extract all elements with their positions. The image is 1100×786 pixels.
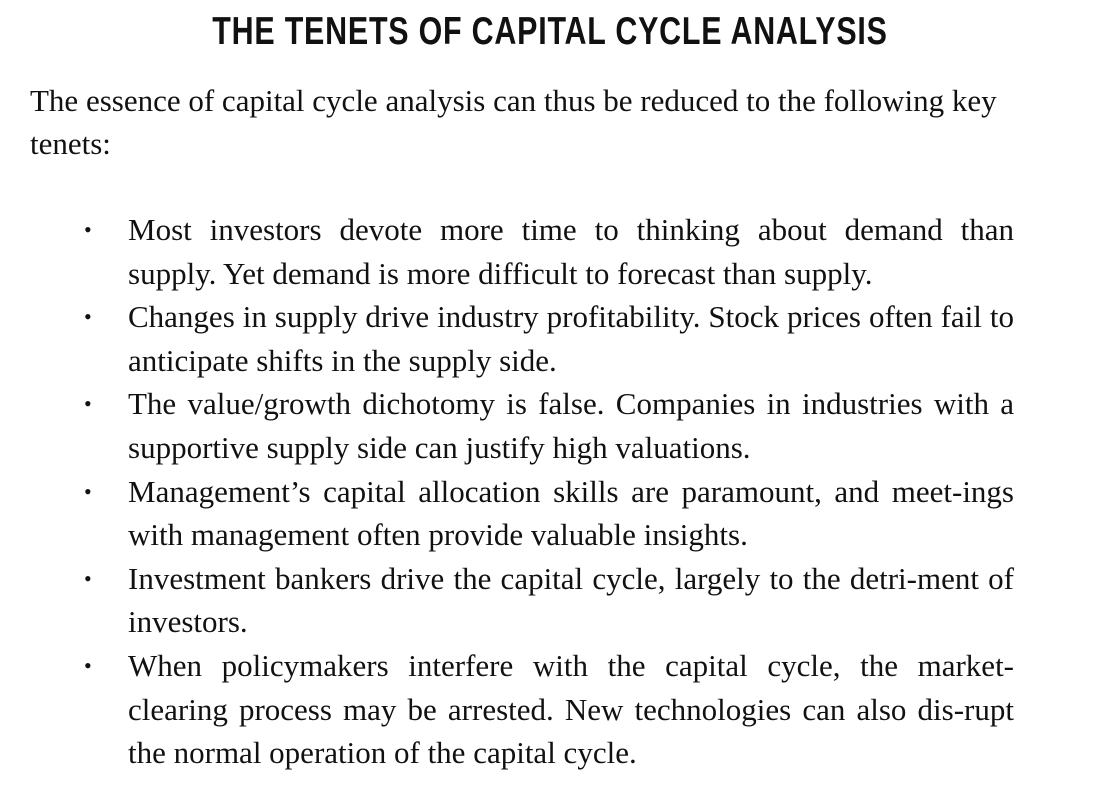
page-title: THE TENETS OF CAPITAL CYCLE ANALYSIS <box>212 10 888 53</box>
list-item <box>84 470 1014 557</box>
list-item <box>84 644 1014 775</box>
bullet-icon: • <box>84 217 92 242</box>
bullet-icon: • <box>84 652 92 678</box>
list-item <box>84 557 1014 644</box>
tenet-text: Investment bankers drive the capital cycle, largely to the detri-ment of investors. <box>128 560 1014 640</box>
bullet-icon: • <box>84 478 92 504</box>
tenet-text: Changes in supply drive industry profitability. Stock prices often fail to anticipate shifts in the supply side. <box>128 299 1014 378</box>
tenet-text: Management’s capital allocation skills are paramount, and meet-ings with management often provide valuable insights. <box>128 473 1014 553</box>
list-item <box>84 208 1014 295</box>
tenets-list <box>84 208 1014 775</box>
list-item <box>84 295 1014 382</box>
bullet-icon: • <box>84 565 92 591</box>
bullet-icon: • <box>84 391 92 417</box>
tenet-text: Most investors devote more time to thinking about demand than supply. Yet demand is more difficult to forecast than supply. <box>128 212 1014 291</box>
intro-paragraph: The essence of capital cycle analysis can thus be reduced to the following key tenets: <box>30 83 997 161</box>
tenet-text: When policymakers interfere with the capital cycle, the market-clearing process may be arrested. New technologies can also dis-rupt the normal operation of the capital cycle. <box>128 647 1014 771</box>
tenet-text: The value/growth dichotomy is false. Companies in industries with a supportive supply side can justify high valuations. <box>128 386 1014 465</box>
bullet-icon: • <box>84 304 92 330</box>
list-item <box>84 382 1014 469</box>
